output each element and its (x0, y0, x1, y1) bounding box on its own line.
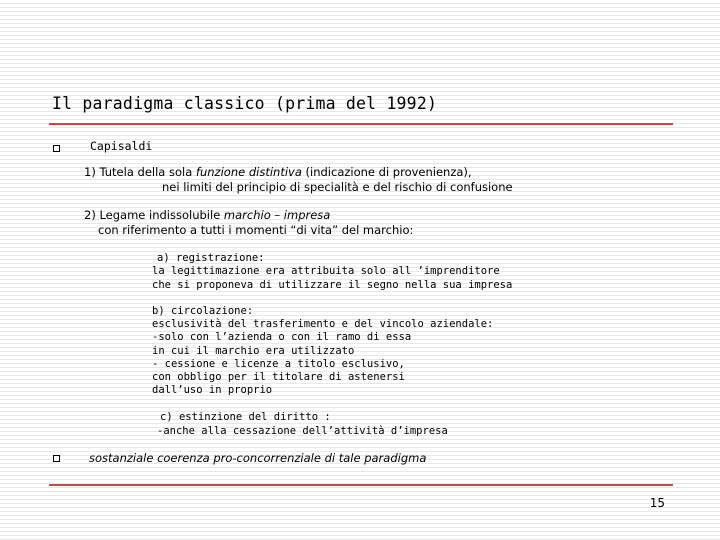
item-1-term: funzione distintiva (195, 165, 302, 179)
bullet-coerenza: sostanziale coerenza pro-concorrenziale di tale paradigma (89, 451, 427, 465)
item-1-lead: Tutela della sola (99, 165, 196, 179)
item-1-rest: (indicazione di provenienza), (301, 165, 472, 179)
sub-a-heading: a) registrazione: (157, 252, 265, 264)
bullet-icon (53, 145, 60, 152)
bullet-capisaldi: Capisaldi (90, 139, 153, 153)
sub-b-line: -solo con l’azienda o con il ramo di essa (152, 331, 412, 343)
sub-a-line: che si proponeva di utilizzare il segno nella sua impresa (152, 279, 513, 291)
sub-c-heading: c) estinzione del diritto : (160, 411, 331, 423)
item-2-term: marchio – impresa (223, 208, 331, 222)
item-2-line-2: con riferimento a tutti i momenti “di vita” del marchio: (98, 223, 414, 237)
item-1-number: 1) (84, 165, 100, 179)
sub-b-line: dall’uso in proprio (152, 384, 273, 396)
sub-b-line: con obbligo per il titolare di astenersi (152, 371, 405, 383)
sub-b-line: in cui il marchio era utilizzato (152, 345, 355, 357)
sub-b-line: - cessione e licenze a titolo esclusivo, (152, 358, 405, 370)
sub-b-line: esclusività del trasferimento e del vincolo aziendale: (152, 318, 494, 330)
slide-title: Il paradigma classico (prima del 1992) (52, 94, 438, 113)
sub-c-line: -anche alla cessazione dell’attività d’impresa (157, 425, 448, 437)
item-2-lead: 2) Legame indissolubile (84, 208, 224, 222)
item-2 (84, 208, 330, 222)
item-1-line-2: nei limiti del principio di specialità e del rischio di confusione (162, 180, 513, 194)
sub-a-line: la legittimazione era attribuita solo all ’imprenditore (152, 265, 500, 277)
item-1 (84, 165, 472, 179)
title-rule (49, 123, 673, 125)
bullet-icon (53, 455, 60, 462)
sub-b-heading: b) circolazione: (152, 305, 254, 317)
page-number: 15 (649, 496, 665, 510)
footer-rule (49, 484, 673, 486)
